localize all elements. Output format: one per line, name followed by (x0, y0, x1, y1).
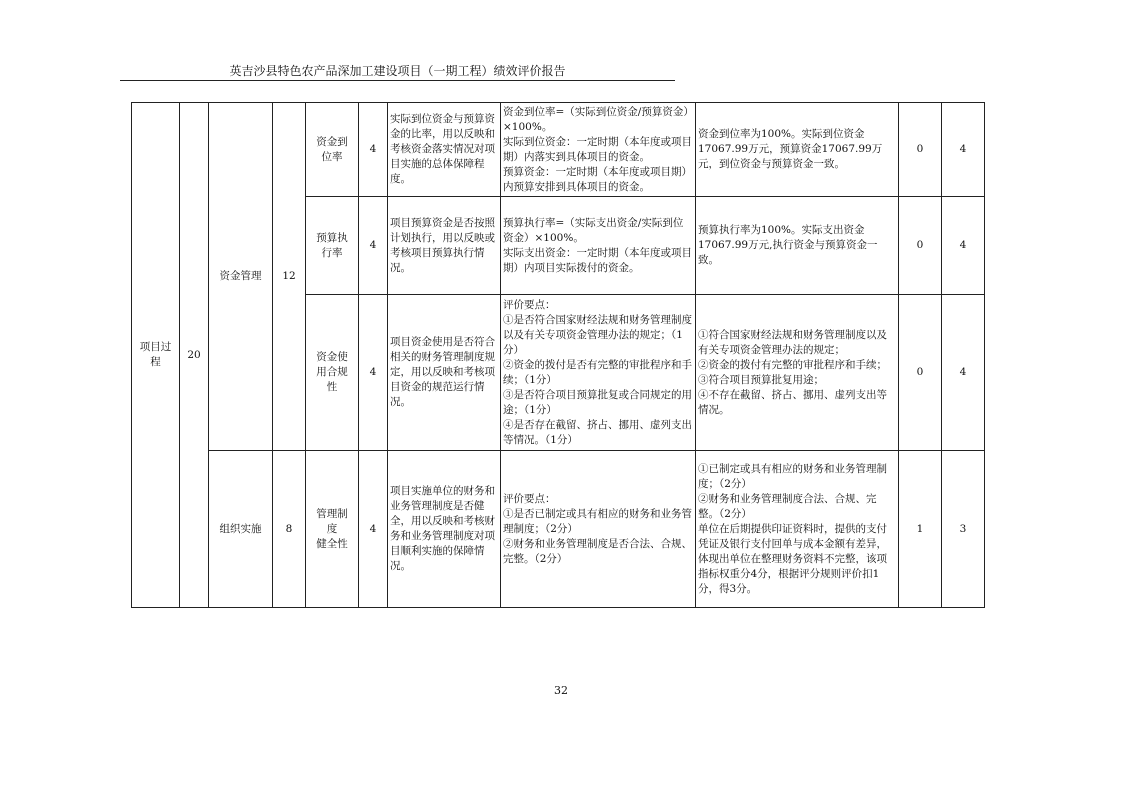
scoring-criteria: 评价要点： ①是否符合国家财经法规和财务管理制度以及有关专项资金管理办法的规定；（1分） ②资金的拨付是否有完整的审批程序和手续；（1分） ③是否符合项目预算批复或合同规定的用途；（1分） ④是否存在截留、挤占、挪用、虚列支出等情况。（1分） (501, 295, 696, 451)
indicator-weight: 4 (359, 451, 388, 608)
header-divider (120, 80, 675, 81)
evaluation-table (131, 102, 985, 608)
evaluation-analysis: 资金到位率为100%。实际到位资金17067.99万元，预算资金17067.99万元，到位资金与预算资金一致。 (696, 103, 899, 197)
indicator-weight: 4 (359, 295, 388, 451)
scoring-criteria: 评价要点： ①是否已制定或具有相应的财务和业务管理制度；（2分） ②财务和业务管理制度是否合法、合规、完整。（2分） (501, 451, 696, 608)
indicator-weight: 4 (359, 103, 388, 197)
indicator-weight: 4 (359, 197, 388, 295)
indicator-explanation: 项目资金使用是否符合相关的财务管理制度规定，用以反映和考核项目资金的规范运行情况。 (388, 295, 501, 451)
level3-indicator: 资金使 用合规 性 (306, 295, 359, 451)
level3-indicator: 预算执 行率 (306, 197, 359, 295)
level1-weight: 20 (180, 103, 209, 608)
deducted-points: 1 (899, 451, 942, 608)
final-score: 4 (942, 197, 985, 295)
level3-indicator: 资金到 位率 (306, 103, 359, 197)
indicator-explanation: 项目预算资金是否按照计划执行，用以反映或考核项目预算执行情况。 (388, 197, 501, 295)
level1-indicator: 项目过 程 (132, 103, 180, 608)
deducted-points: 0 (899, 197, 942, 295)
indicator-explanation: 实际到位资金与预算资金的比率，用以反映和考核资金落实情况对项目实施的总体保障程度。 (388, 103, 501, 197)
table-row (132, 103, 985, 197)
scoring-criteria: 资金到位率=（实际到位资金/预算资金）×100%。 实际到位资金：一定时期（本年度或项目期）内落实到具体项目的资金。 预算资金：一定时期（本年度或项目期）内预算安排到具体项目的资金。 (501, 103, 696, 197)
indicator-explanation: 项目实施单位的财务和业务管理制度是否健全，用以反映和考核财务和业务管理制度对项目顺利实施的保障情况。 (388, 451, 501, 608)
evaluation-analysis: ①已制定或具有相应的财务和业务管理制度；（2分） ②财务和业务管理制度合法、合规、完整。（2分） 单位在后期提供印证资料时，提供的支付凭证及银行支付回单与成本金额有差异，体现出单位在整理财务资料不完整，该项指标权重分4分，根据评分规则评价扣1分，得3分。 (696, 451, 899, 608)
deducted-points: 0 (899, 103, 942, 197)
level2-indicator: 资金管理 (209, 103, 273, 451)
evaluation-analysis: ①符合国家财经法规和财务管理制度以及有关专项资金管理办法的规定； ②资金的拨付有完整的审批程序和手续； ③符合项目预算批复用途； ④不存在截留、挤占、挪用、虚列支出等情况。 (696, 295, 899, 451)
level3-indicator: 管理制 度 健全性 (306, 451, 359, 608)
level2-indicator: 组织实施 (209, 451, 273, 608)
scoring-criteria: 预算执行率=（实际支出资金/实际到位资金）×100%。 实际支出资金：一定时期（本年度或项目期）内项目实际拨付的资金。 (501, 197, 696, 295)
final-score: 4 (942, 103, 985, 197)
deducted-points: 0 (899, 295, 942, 451)
table-row (132, 451, 985, 608)
report-title: 英吉沙县特色农产品深加工建设项目（一期工程）绩效评价报告 (229, 64, 566, 78)
level2-weight: 8 (273, 451, 306, 608)
final-score: 4 (942, 295, 985, 451)
page-number: 32 (554, 684, 568, 697)
level2-weight: 12 (273, 103, 306, 451)
evaluation-analysis: 预算执行率为100%。实际支出资金17067.99万元,执行资金与预算资金一致。 (696, 197, 899, 295)
final-score: 3 (942, 451, 985, 608)
